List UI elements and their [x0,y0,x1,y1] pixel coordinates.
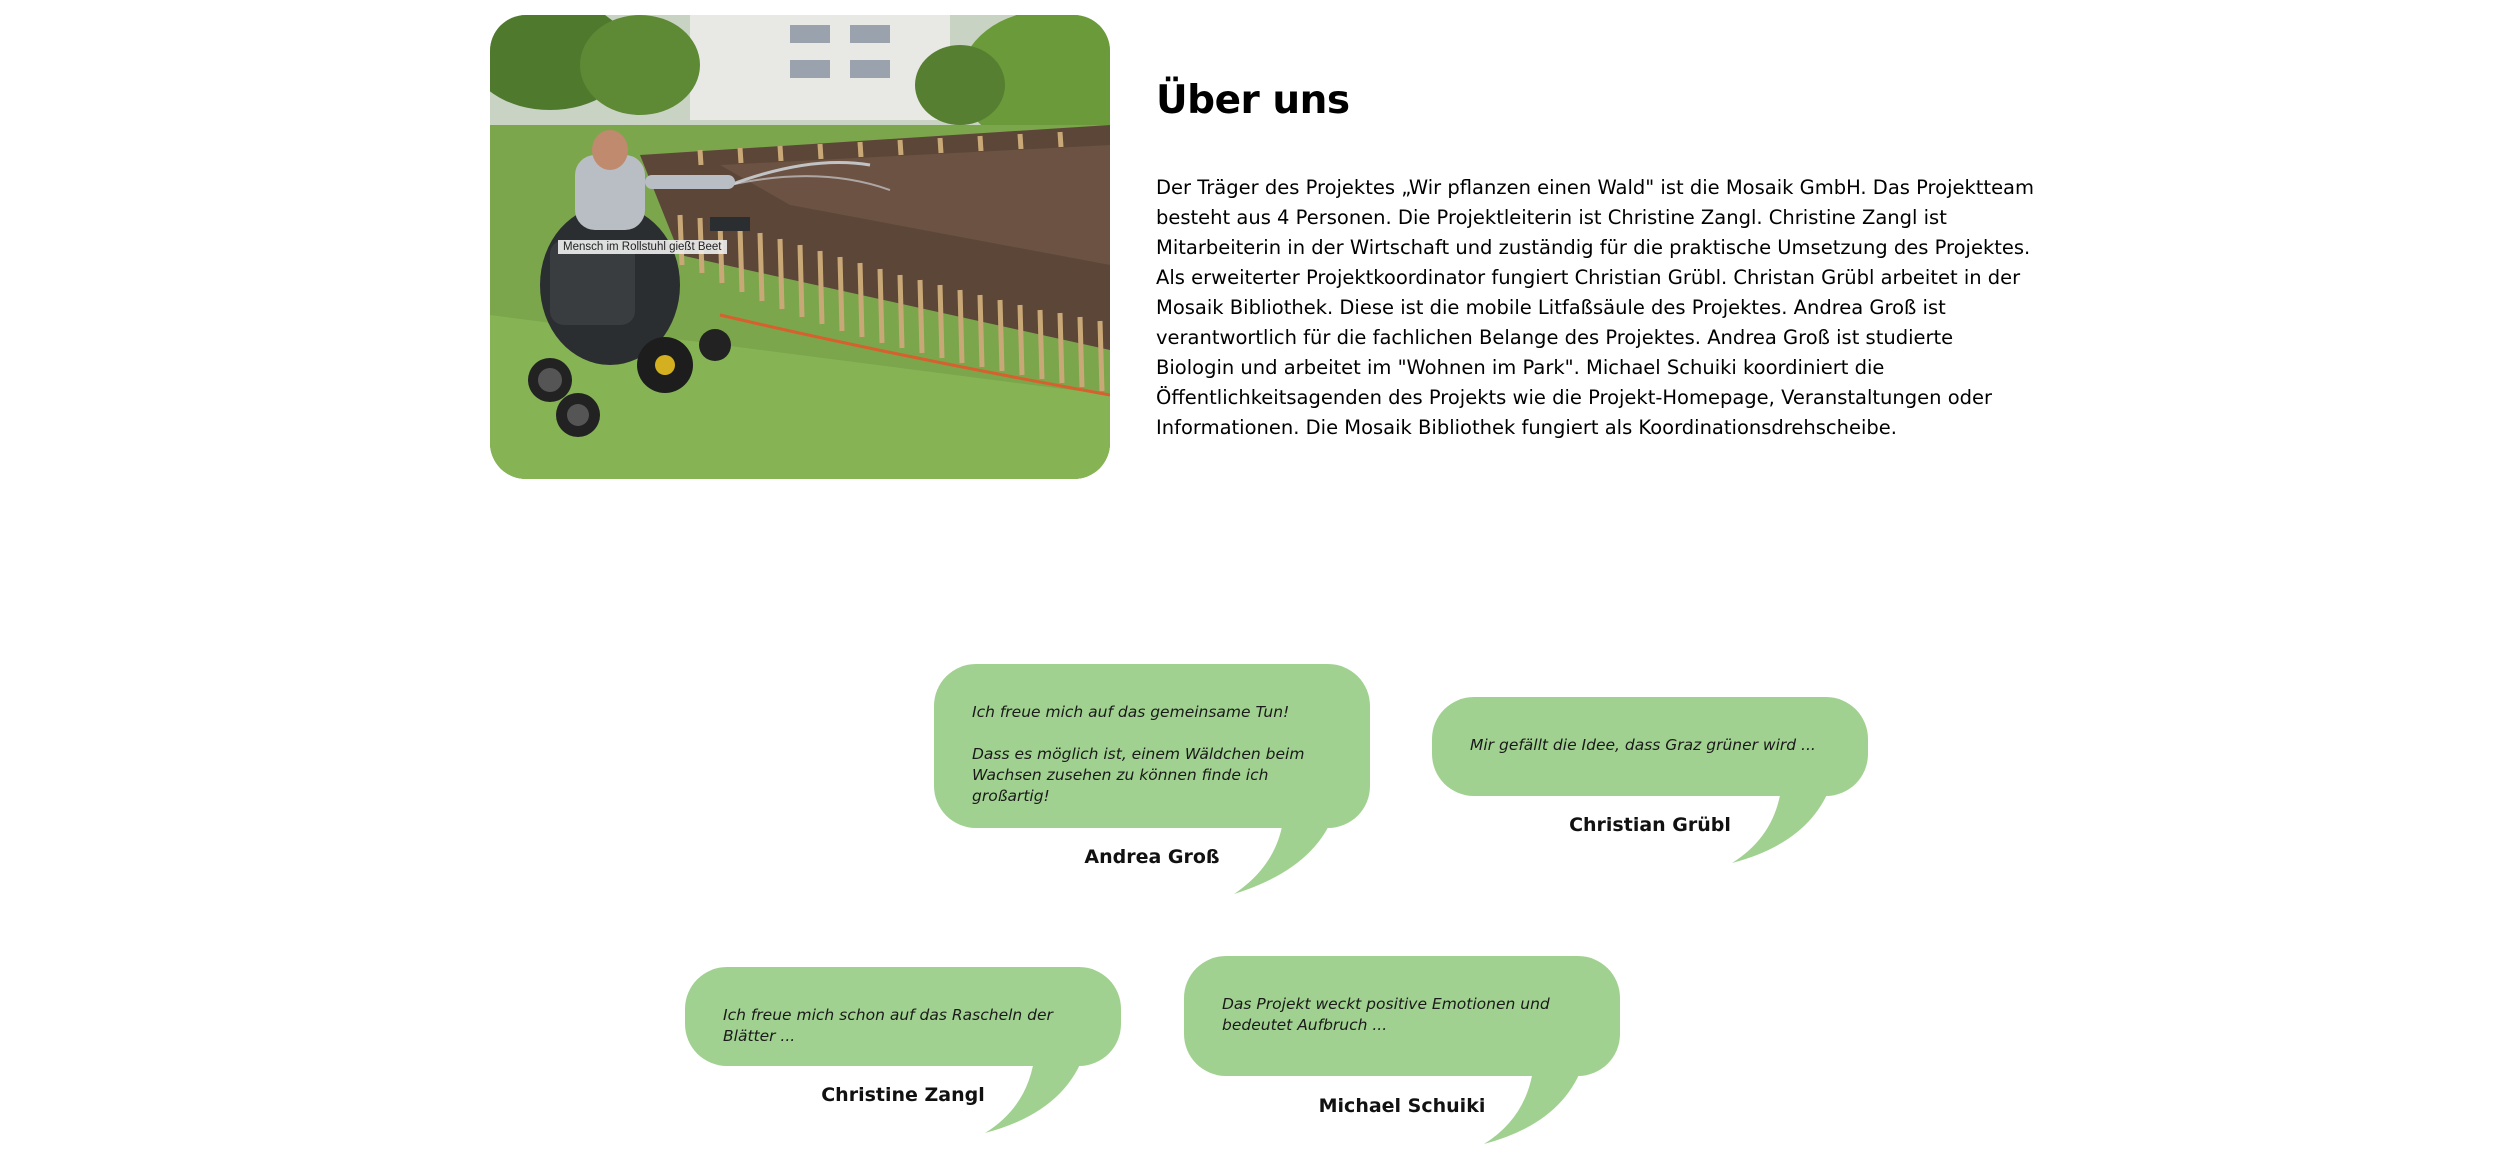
speech-bubble-shape [1432,697,1868,863]
quote-bubble-andrea [934,664,1370,894]
page-title: Über uns [1156,78,1350,123]
quote-bubble-christian [1432,697,1868,863]
project-photo [490,15,1110,479]
quote-text: Ich freue mich schon auf das Rascheln der Blätter ... [723,1006,1053,1045]
quote-bubble-michael [1184,956,1620,1144]
quote-bubble-christine [685,967,1121,1133]
about-description: Der Träger des Projektes „Wir pflanzen einen Wald" ist die Mosaik GmbH. Das Projektteam besteht aus 4 Personen. Die Projektleiterin ist Christine Zangl. Christine Zangl ist Mitarbeiterin in der Wirtschaft und zuständig für die praktische Umsetzung des Projektes. Als erweiterter Projektkoordinator fungiert Christian Grübl. Christan Grübl arbeitet in der Mosaik Bibliothek. Diese ist die mobile Litfaßsäule des Projektes. Andrea Groß ist verantwortlich für die fachlichen Belange des Projektes. Andrea Groß ist studierte Biologin und arbeitet im "Wohnen im Park". Michael Schuiki koordiniert die Öffentlichkeitsagenden des Projekts wie die Projekt-Homepage, Veranstaltungen oder Informationen. Die Mosaik Bibliothek fungiert als Koordinationsdrehscheibe. [1156,176,2035,439]
speech-bubble-shape [685,967,1121,1133]
quote-author: Christine Zangl [821,1084,985,1106]
quote-text: Ich freue mich auf das gemeinsame Tun! Dass es möglich ist, einem Wäldchen beim Wachsen zusehen zu können finde ich großartig! [972,703,1305,805]
quote-author: Christian Grübl [1569,814,1731,836]
quote-author: Michael Schuiki [1318,1095,1486,1117]
quote-text: Das Projekt weckt positive Emotionen und bedeutet Aufbruch ... [1222,995,1550,1034]
quote-author: Andrea Groß [1084,846,1220,868]
photo-caption: Mensch im Rollstuhl gießt Beet [558,240,727,254]
quote-text: Mir gefällt die Idee, dass Graz grüner wird ... [1470,736,1816,754]
